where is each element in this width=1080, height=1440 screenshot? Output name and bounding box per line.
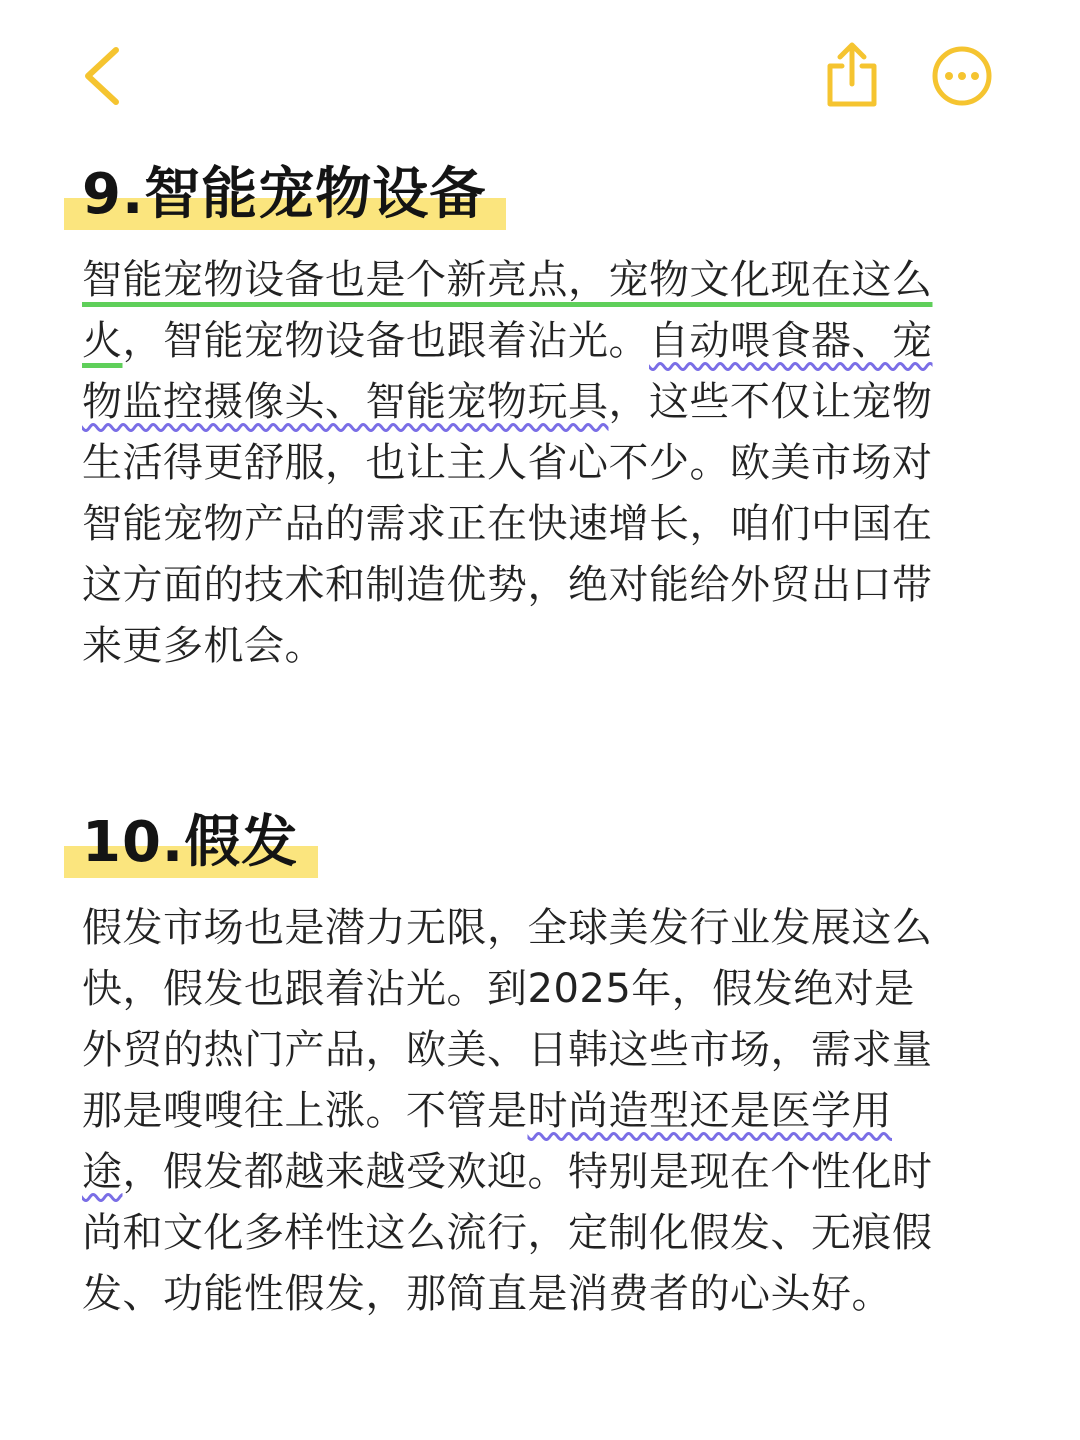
heading-text: 10.假发 — [82, 810, 299, 875]
top-bar — [0, 0, 1080, 150]
chevron-left-icon[interactable] — [76, 44, 132, 108]
text-run: ，假发都越来越受欢迎。特别是现在个性化时 — [122, 1149, 933, 1195]
paragraph-line: 快，假发也跟着沾光。到2025年，假发绝对是 — [82, 966, 915, 1012]
heading-text: 9.智能宠物设备 — [82, 162, 487, 227]
paragraph-line: 生活得更舒服，也让主人省心不少。欧美市场对 — [82, 440, 933, 486]
green-underlined-text: 智能宠物设备也是个新亮点，宠物文化现在这么 — [82, 257, 933, 303]
wavy-underlined-text: 物监控摄像头、智能宠物玩具 — [82, 379, 609, 425]
paragraph-line — [82, 372, 1002, 433]
section-smart-pet-devices — [82, 160, 1002, 677]
paragraph-line — [82, 250, 1002, 311]
paragraph-line — [82, 311, 1002, 372]
paragraph-line: 来更多机会。 — [82, 623, 325, 669]
paragraph-line: 假发市场也是潜力无限，全球美发行业发展这么 — [82, 905, 933, 951]
paragraph-line: 尚和文化多样性这么流行，定制化假发、无痕假 — [82, 1210, 933, 1256]
paragraph-line: 外贸的热门产品，欧美、日韩这些市场，需求量 — [82, 1027, 933, 1073]
text-run: ，这些不仅让宠物 — [608, 379, 933, 425]
share-icon[interactable] — [822, 40, 882, 110]
wavy-underlined-text: 时尚造型还是医学用 — [527, 1088, 892, 1134]
section-wigs — [82, 808, 1002, 1325]
green-underlined-text: 火 — [82, 318, 123, 364]
section-heading — [82, 160, 486, 230]
paragraph-line: 智能宠物产品的需求正在快速增长，咱们中国在 — [82, 501, 933, 547]
wavy-underlined-text: 自动喂食器、宠 — [649, 318, 933, 364]
paragraph-line: 这方面的技术和制造优势，绝对能给外贸出口带 — [82, 562, 933, 608]
paragraph-line — [82, 1142, 1002, 1203]
section-heading — [82, 808, 298, 878]
section-paragraph — [82, 898, 1002, 1325]
section-paragraph — [82, 250, 1002, 677]
text-run: ，智能宠物设备也跟着沾光。 — [122, 318, 649, 364]
paragraph-line: 发、功能性假发，那简直是消费者的心头好。 — [82, 1271, 892, 1317]
text-run: 那是嗖嗖往上涨。不管是 — [82, 1088, 528, 1134]
wavy-underlined-text: 途 — [82, 1149, 123, 1195]
more-icon[interactable] — [930, 44, 994, 108]
paragraph-line — [82, 1081, 1002, 1142]
